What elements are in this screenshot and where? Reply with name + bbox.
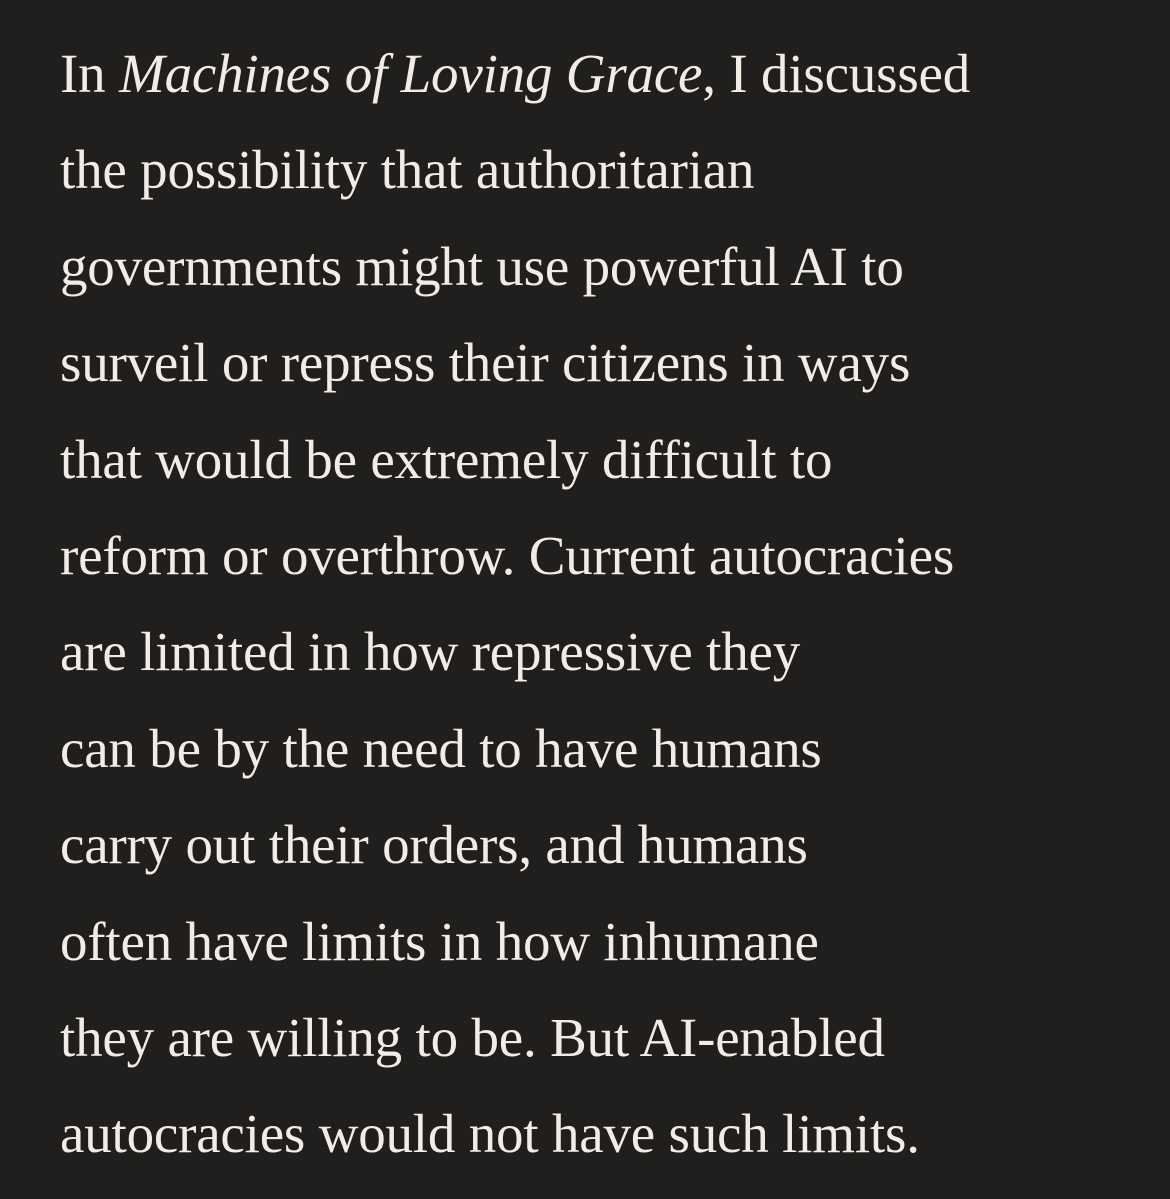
text-line-1: [60, 38, 1140, 134]
text-line-2: the possibility that authoritarian: [60, 139, 755, 201]
text-line-9: carry out their orders, and humans: [60, 814, 808, 876]
text-after-title: , I discussed: [702, 43, 971, 104]
text-line-7: are limited in how repressive they: [60, 621, 801, 683]
text-line-10: often have limits in how inhumane: [60, 910, 819, 972]
book-title: Machines of Loving Grace: [118, 43, 703, 104]
text-line-3: governments might use powerful AI to: [60, 235, 904, 297]
text-line-8: can be by the need to have humans: [60, 717, 822, 779]
text-line-5: that would be extremely difficult to: [60, 428, 833, 490]
text-line-12: autocracies would not have such limits.: [60, 1103, 920, 1165]
text-line-11: they are willing to be. But AI-enabled: [60, 1006, 885, 1068]
text-line-6: reform or overthrow. Current autocracies: [60, 524, 955, 586]
text-before-title: In: [60, 43, 119, 104]
body-paragraph: [60, 38, 1140, 1195]
text-line-4: surveil or repress their citizens in ways: [60, 332, 911, 394]
